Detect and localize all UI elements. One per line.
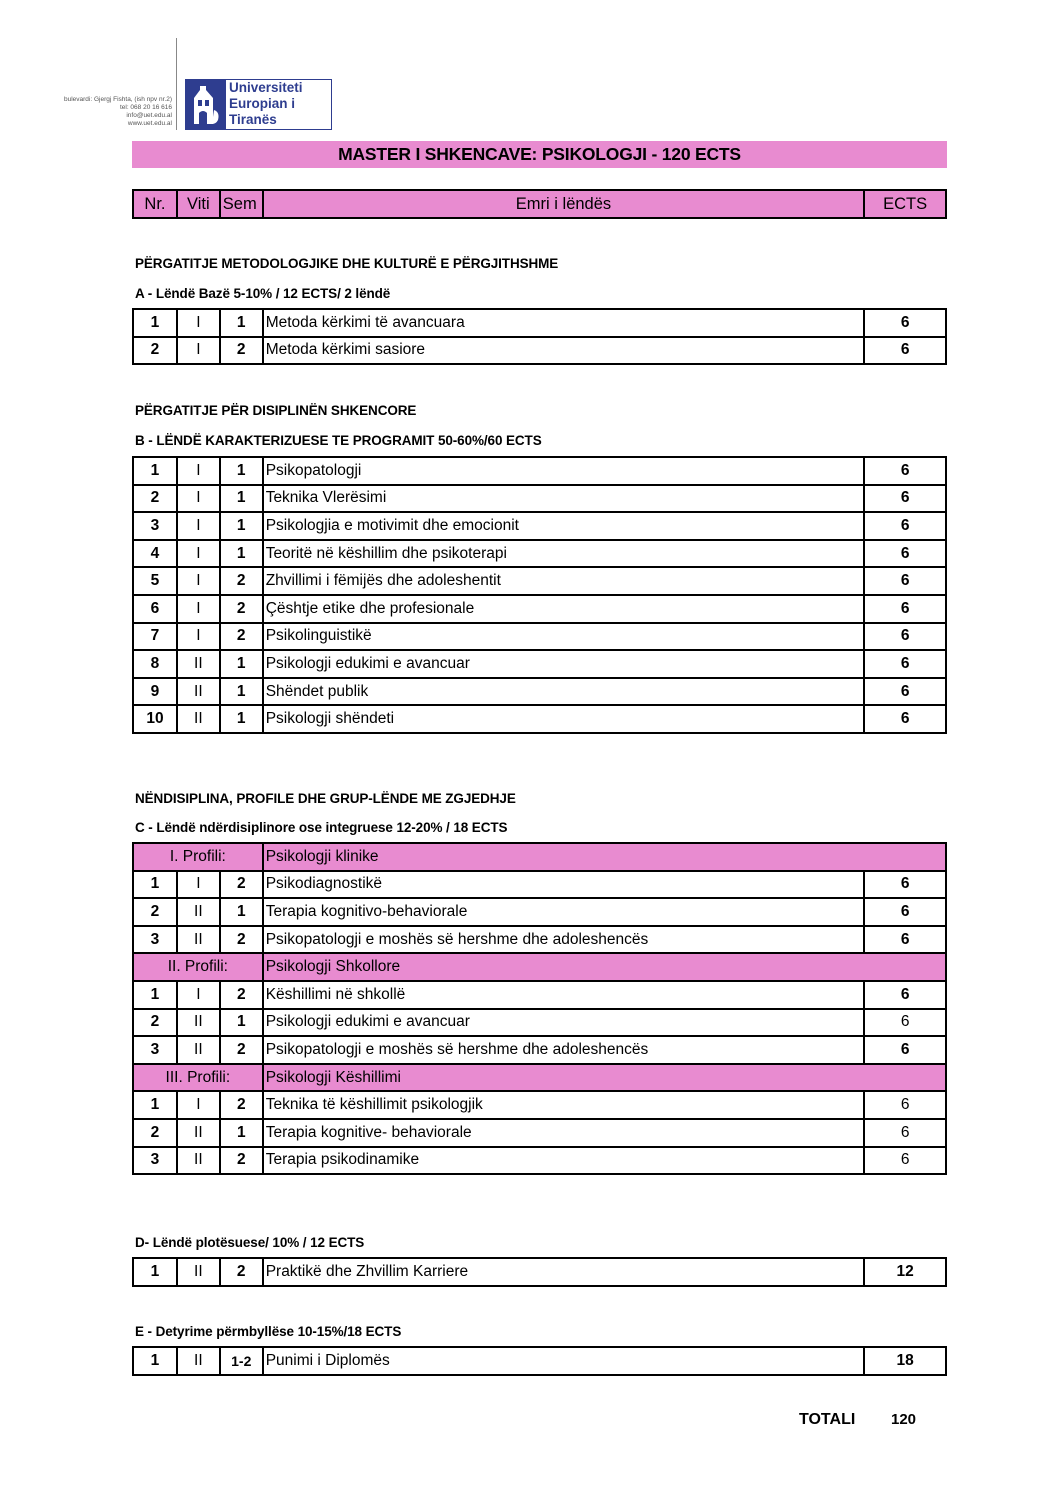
viti-cell: I (177, 871, 220, 899)
table-row (133, 871, 946, 899)
sem-cell: 1 (220, 485, 263, 513)
table-row (133, 981, 946, 1009)
ects-cell: 6 (864, 705, 946, 733)
profile-label: II. Profili: (133, 953, 263, 981)
table-row (133, 705, 946, 733)
sem-cell: 2 (220, 337, 263, 365)
ects-cell: 6 (864, 926, 946, 954)
viti-cell: I (177, 337, 220, 365)
ects-cell: 6 (864, 1009, 946, 1037)
nr-cell: 1 (133, 981, 177, 1009)
group-a-table (132, 308, 947, 365)
sem-cell: 2 (220, 1147, 263, 1175)
nr-cell: 1 (133, 309, 177, 337)
ects-cell: 6 (864, 567, 946, 595)
sem-cell: 2 (220, 871, 263, 899)
website-line: www.uet.edu.al (127, 120, 172, 127)
sem-cell: 2 (220, 981, 263, 1009)
nr-cell: 9 (133, 678, 177, 706)
viti-cell: II (177, 1119, 220, 1147)
viti-cell: II (177, 678, 220, 706)
table-row (133, 512, 946, 540)
ects-cell: 6 (864, 678, 946, 706)
viti-cell: I (177, 457, 220, 485)
viti-cell: II (177, 650, 220, 678)
ects-cell: 6 (864, 1147, 946, 1175)
ects-cell: 6 (864, 871, 946, 899)
viti-cell: I (177, 567, 220, 595)
course-name-cell: Punimi i Diplomës (263, 1347, 865, 1375)
nr-cell: 3 (133, 1147, 177, 1175)
col-header-viti: Viti (177, 190, 220, 218)
course-name-cell: Metoda kërkimi të avancuara (263, 309, 865, 337)
sem-cell: 2 (220, 595, 263, 623)
ects-cell: 6 (864, 457, 946, 485)
group-e-heading: E - Detyrime përmbyllëse 10-15%/18 ECTS (135, 1324, 402, 1339)
sem-cell: 2 (220, 1258, 263, 1286)
profile-header-row (133, 843, 946, 871)
ects-cell: 6 (864, 623, 946, 651)
ects-cell: 6 (864, 485, 946, 513)
table-row (133, 540, 946, 568)
sem-cell: 2 (220, 1036, 263, 1064)
course-name-cell: Metoda kërkimi sasiore (263, 337, 865, 365)
course-name-cell: Psikolinguistikë (263, 623, 865, 651)
sem-cell: 1 (220, 1009, 263, 1037)
course-name-cell: Teoritë në këshillim dhe psikoterapi (263, 540, 865, 568)
viti-cell: II (177, 1009, 220, 1037)
course-name-cell: Psikopatologji (263, 457, 865, 485)
table-row (133, 1258, 946, 1286)
sem-cell: 2 (220, 926, 263, 954)
phone-line: tel: 068 20 16 616 (119, 104, 172, 111)
sem-cell: 1 (220, 457, 263, 485)
group-e-table (132, 1346, 947, 1376)
viti-cell: II (177, 898, 220, 926)
address-block (60, 96, 172, 128)
course-name-cell: Çështje etike dhe profesionale (263, 595, 865, 623)
email-line: info@uet.edu.al (126, 112, 172, 119)
profile-header-row (133, 953, 946, 981)
course-name-cell: Zhvillimi i fëmijës dhe adoleshentit (263, 567, 865, 595)
nr-cell: 5 (133, 567, 177, 595)
sem-cell: 2 (220, 1091, 263, 1119)
table-row (133, 926, 946, 954)
page-title: MASTER I SHKENCAVE: PSIKOLOGJI - 120 ECTS (132, 141, 947, 168)
total-value: 120 (891, 1411, 917, 1428)
col-header-nr: Nr. (133, 190, 177, 218)
group-a-heading: A - Lëndë Bazë 5-10% / 12 ECTS/ 2 lëndë (135, 286, 391, 301)
table-row (133, 898, 946, 926)
table-row (133, 1119, 946, 1147)
course-name-cell: Terapia kognitive- behaviorale (263, 1119, 865, 1147)
profile-name: Psikologji Shkollore (263, 953, 946, 981)
sem-cell: 1 (220, 540, 263, 568)
profile-name: Psikologji klinike (263, 843, 946, 871)
viti-cell: I (177, 623, 220, 651)
nr-cell: 3 (133, 512, 177, 540)
table-row (133, 595, 946, 623)
course-name-cell: Psikodiagnostikë (263, 871, 865, 899)
ects-cell: 6 (864, 595, 946, 623)
nr-cell: 1 (133, 1347, 177, 1375)
course-name-cell: Psikologji shëndeti (263, 705, 865, 733)
ects-cell: 6 (864, 1091, 946, 1119)
group-c-table (132, 842, 947, 1175)
course-name-cell: Teknika Vlerësimi (263, 485, 865, 513)
profile-label: I. Profili: (133, 843, 263, 871)
group-c-heading: C - Lëndë ndërdisiplinore ose integruese 12-20% / 18 ECTS (135, 820, 508, 835)
ects-cell: 6 (864, 981, 946, 1009)
viti-cell: I (177, 512, 220, 540)
total-label: TOTALI (799, 1411, 856, 1428)
course-name-cell: Psikopatologji e moshës së hershme dhe adoleshencës (263, 1036, 865, 1064)
group-d-table (132, 1257, 947, 1287)
sem-cell: 2 (220, 567, 263, 595)
nr-cell: 2 (133, 337, 177, 365)
table-row (133, 1009, 946, 1037)
sem-cell: 1 (220, 650, 263, 678)
table-row (133, 1347, 946, 1375)
sem-cell: 1 (220, 678, 263, 706)
sem-cell: 1 (220, 512, 263, 540)
course-name-cell: Praktikë dhe Zhvillim Karriere (263, 1258, 865, 1286)
table-row (133, 457, 946, 485)
table-row (133, 1036, 946, 1064)
nr-cell: 1 (133, 457, 177, 485)
column-header-row (133, 190, 946, 218)
viti-cell: I (177, 309, 220, 337)
sem-cell: 1 (220, 705, 263, 733)
address-line: bulevardi: Gjergj Fishta, (ish npv nr.2) (63, 96, 172, 103)
table-row (133, 650, 946, 678)
course-name-cell: Këshillimi në shkollë (263, 981, 865, 1009)
table-row (133, 1091, 946, 1119)
profile-header-row (133, 1064, 946, 1092)
nr-cell: 6 (133, 595, 177, 623)
viti-cell: II (177, 926, 220, 954)
col-header-emri: Emri i lëndës (263, 190, 865, 218)
section-heading: PËRGATITJE METODOLOGJIKE DHE KULTURË E PËRGJITHSHME (135, 256, 559, 271)
course-name-cell: Terapia psikodinamike (263, 1147, 865, 1175)
ects-cell: 6 (864, 650, 946, 678)
group-b-heading: B - LËNDË KARAKTERIZUESE TE PROGRAMIT 50-60%/60 ECTS (135, 433, 542, 448)
viti-cell: I (177, 981, 220, 1009)
viti-cell: II (177, 1258, 220, 1286)
course-name-cell: Psikologji edukimi e avancuar (263, 650, 865, 678)
section-heading: NËNDISIPLINA, PROFILE DHE GRUP-LËNDE ME ZGJEDHJE (135, 791, 516, 806)
ects-cell: 18 (864, 1347, 946, 1375)
header-divider (176, 38, 177, 130)
sem-cell: 1 (220, 309, 263, 337)
logo-wordmark (229, 80, 329, 128)
university-logo (185, 79, 332, 130)
table-row (133, 678, 946, 706)
table-row (133, 623, 946, 651)
nr-cell: 10 (133, 705, 177, 733)
ects-cell: 6 (864, 1036, 946, 1064)
profile-label: III. Profili: (133, 1064, 263, 1092)
nr-cell: 3 (133, 1036, 177, 1064)
ects-cell: 6 (864, 309, 946, 337)
nr-cell: 2 (133, 1119, 177, 1147)
sem-cell: 1 (220, 1119, 263, 1147)
profile-name: Psikologji Këshillimi (263, 1064, 946, 1092)
sem-cell: 1 (220, 898, 263, 926)
ects-cell: 6 (864, 1119, 946, 1147)
course-name-cell: Teknika të këshillimit psikologjik (263, 1091, 865, 1119)
course-name-cell: Shëndet publik (263, 678, 865, 706)
nr-cell: 2 (133, 1009, 177, 1037)
ects-cell: 12 (864, 1258, 946, 1286)
viti-cell: I (177, 540, 220, 568)
table-row (133, 1147, 946, 1175)
nr-cell: 1 (133, 871, 177, 899)
sem-cell: 2 (220, 623, 263, 651)
nr-cell: 2 (133, 485, 177, 513)
nr-cell: 2 (133, 898, 177, 926)
group-b-table (132, 456, 947, 734)
nr-cell: 1 (133, 1091, 177, 1119)
nr-cell: 3 (133, 926, 177, 954)
table-row (133, 337, 946, 365)
table-row (133, 309, 946, 337)
ects-cell: 6 (864, 337, 946, 365)
viti-cell: I (177, 1091, 220, 1119)
course-name-cell: Psikologji edukimi e avancuar (263, 1009, 865, 1037)
viti-cell: II (177, 1147, 220, 1175)
course-name-cell: Psikologjia e motivimit dhe emocionit (263, 512, 865, 540)
sem-cell: 1-2 (220, 1347, 263, 1375)
section-heading: PËRGATITJE PËR DISIPLINËN SHKENCORE (135, 403, 417, 418)
viti-cell: I (177, 595, 220, 623)
table-row (133, 567, 946, 595)
ects-cell: 6 (864, 898, 946, 926)
logo-line-3: Tiranës (229, 112, 277, 127)
logo-line-1: Universiteti (229, 80, 303, 95)
building-emblem-icon (186, 80, 226, 129)
viti-cell: II (177, 705, 220, 733)
nr-cell: 4 (133, 540, 177, 568)
col-header-sem: Sem (220, 190, 263, 218)
nr-cell: 1 (133, 1258, 177, 1286)
table-row (133, 485, 946, 513)
group-d-heading: D- Lëndë plotësuese/ 10% / 12 ECTS (135, 1235, 365, 1250)
ects-cell: 6 (864, 540, 946, 568)
course-name-cell: Psikopatologji e moshës së hershme dhe adoleshencës (263, 926, 865, 954)
logo-line-2: Europian i (229, 96, 296, 111)
nr-cell: 8 (133, 650, 177, 678)
viti-cell: II (177, 1036, 220, 1064)
course-name-cell: Terapia kognitivo-behaviorale (263, 898, 865, 926)
viti-cell: II (177, 1347, 220, 1375)
col-header-ects: ECTS (864, 190, 946, 218)
nr-cell: 7 (133, 623, 177, 651)
ects-cell: 6 (864, 512, 946, 540)
column-header-table (132, 189, 947, 219)
viti-cell: I (177, 485, 220, 513)
